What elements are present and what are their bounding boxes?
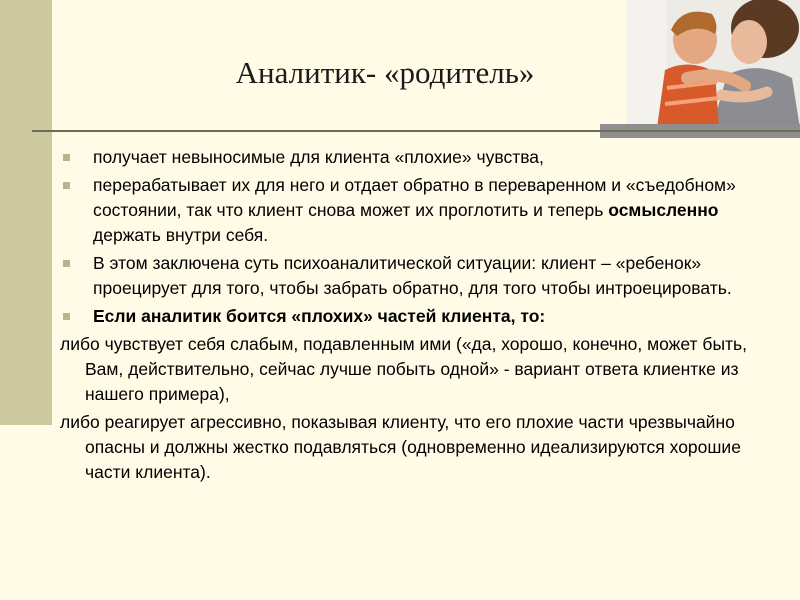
bullet-text: держать внутри себя. [93, 225, 269, 245]
title-divider [32, 130, 800, 132]
bullet-text: получает невыносимые для клиента «плохие» чувства, [93, 147, 544, 167]
slide-title: Аналитик- «родитель» [235, 55, 535, 90]
bullet-emphasis: осмысленно [608, 200, 719, 220]
paragraph-weak: либо чувствует себя слабым, подавленным ими («да, хорошо, конечно, может быть, Вам, действительно, сейчас лучше побыть одной» - вариант ответа клиентке из нашего примера), [60, 334, 748, 404]
bullet-heading: Если аналитик боится «плохих» частей клиента, то: [93, 306, 546, 326]
bullet-item [60, 173, 780, 248]
bullet-item [60, 304, 780, 329]
bullet-item [60, 251, 780, 301]
bullet-square-icon [63, 154, 70, 161]
bullet-square-icon [63, 313, 70, 320]
bullet-square-icon [63, 260, 70, 267]
bullet-text: перерабатывает их для него и отдает обратно в переваренном и «съедобном» состоянии, так что клиент снова может их проглотить и теперь [93, 175, 736, 220]
photo-illustration [627, 0, 800, 128]
left-decor-bar [0, 0, 52, 425]
bullet-text: В этом заключена суть психоаналитической ситуации: клиент – «ребенок» проецирует для того, чтобы забрать обратно, для того чтобы интроецировать. [93, 253, 732, 298]
bullet-square-icon [63, 182, 70, 189]
bullet-item [60, 145, 780, 170]
mother-child-photo [627, 0, 800, 128]
paragraph-aggressive: либо реагирует агрессивно, показывая клиенту, что его плохие части чрезвычайно опасны и должны жестко подавляться (одновременно идеализируются хорошие части клиента). [60, 412, 741, 482]
slide-body [60, 145, 780, 488]
